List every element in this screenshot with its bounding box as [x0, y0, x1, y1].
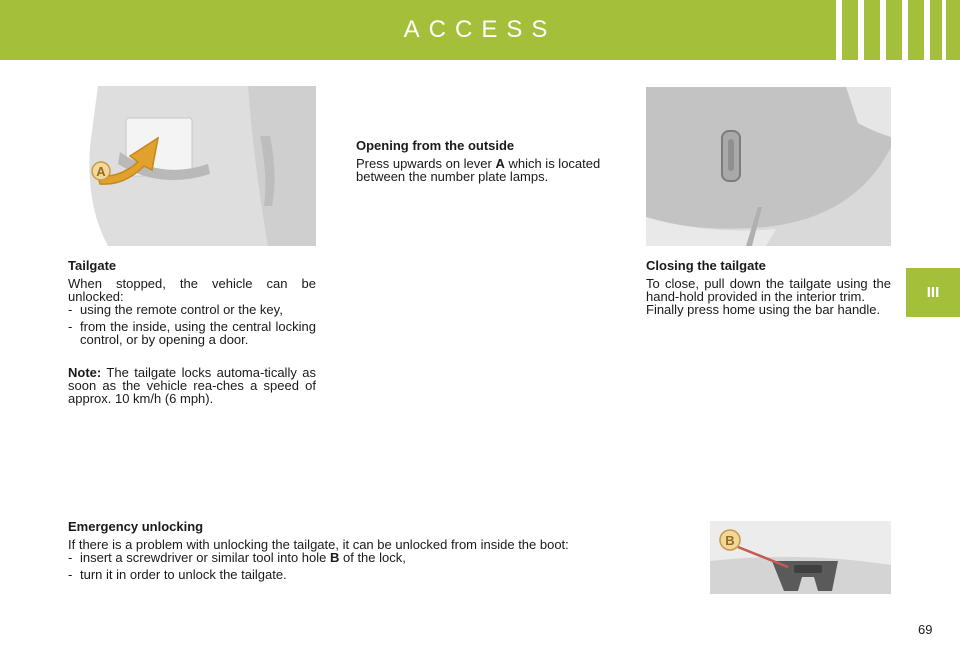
tailgate-note — [68, 366, 316, 405]
emergency-intro: If there is a problem with unlocking the tailgate, it can be unlocked from inside the boot: — [68, 537, 569, 552]
list-item: - using the remote control or the key, — [68, 302, 283, 317]
header-stripe — [902, 0, 908, 60]
tailgate-interior-photo — [646, 87, 891, 246]
list-item: - insert a screwdriver or similar tool into hole B of the lock, — [68, 550, 406, 565]
tailgate-heading: Tailgate — [68, 258, 117, 273]
lock-hole-photo — [710, 521, 891, 594]
hole-ref: B — [329, 550, 340, 565]
tailgate-lever-photo — [68, 86, 316, 246]
section-tab-label: III — [926, 284, 940, 301]
header-stripe — [924, 0, 930, 60]
page-number: 69 — [918, 622, 933, 637]
closing-heading: Closing the tailgate — [646, 258, 766, 273]
lever-label: A — [96, 164, 106, 179]
header-stripe — [942, 0, 946, 60]
opening-heading: Opening from the outside — [356, 138, 515, 153]
closing-text: To close, pull down the tailgate using the hand-hold provided in the interior trim. — [646, 276, 891, 304]
note-label: Note: — [68, 365, 102, 380]
section-tab[interactable] — [906, 268, 960, 317]
header-stripe — [836, 0, 842, 60]
header-stripe — [880, 0, 886, 60]
list-item: - from the inside, using the central locking control, or by opening a door. — [68, 319, 316, 347]
list-item: - turn it in order to unlock the tailgate. — [68, 567, 287, 582]
tailgate-intro: When stopped, the vehicle can be unlocked: — [68, 276, 316, 304]
tailgate-section — [68, 259, 316, 405]
header-band — [0, 0, 960, 60]
note-text: The tailgate locks automa-tically as soon as the vehicle rea-ches a speed of approx. 10 km/h (6 mph). — [68, 365, 316, 406]
closing-section — [646, 259, 891, 316]
closing-text: Finally press home using the bar handle. — [646, 302, 881, 317]
emergency-heading: Emergency unlocking — [68, 519, 204, 534]
opening-section — [356, 139, 606, 183]
emergency-section — [68, 520, 668, 581]
hole-label: B — [725, 533, 735, 548]
lever-ref: A — [495, 156, 505, 171]
opening-text: Press upwards on lever A which is located between the number plate lamps. — [356, 156, 601, 184]
page-title: ACCESS — [403, 16, 557, 43]
header-stripe — [858, 0, 864, 60]
